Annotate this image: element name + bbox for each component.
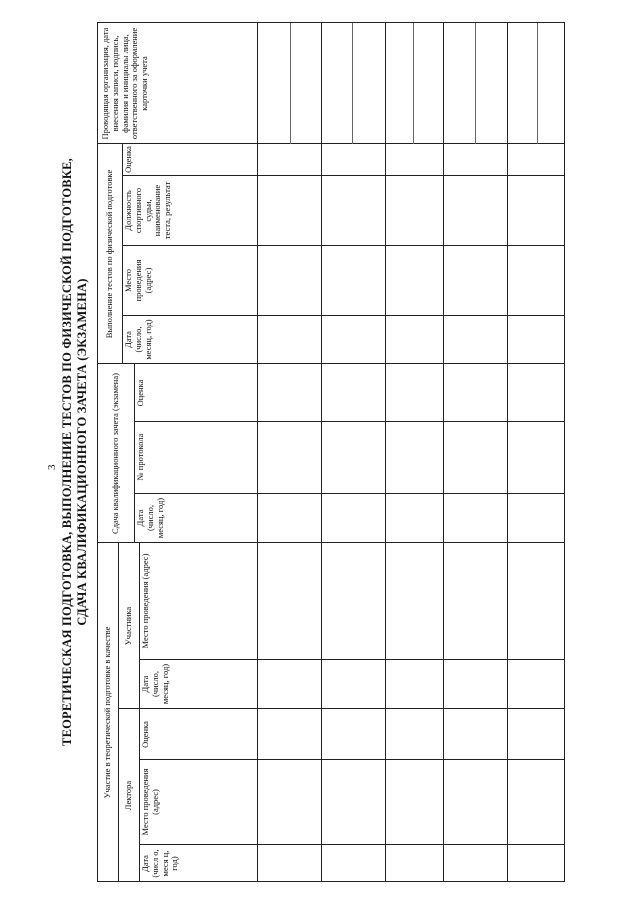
header-lecturer-date: Дата (числ о, меся ц, год) [140, 849, 180, 878]
row-line [321, 22, 322, 882]
header-tests-place: Место проведения (адрес) [123, 259, 153, 302]
header-exam-group: Сдача квалификационного зачета (экзамена) [109, 373, 120, 534]
table-border-left [97, 881, 565, 882]
header-exam-protocol: № протокола [135, 433, 145, 481]
col-line [122, 245, 565, 246]
header-lecturer-grade: Оценка [140, 721, 150, 748]
header-participant: Участника [122, 606, 133, 646]
record-table [97, 22, 565, 882]
row-line-light [413, 23, 414, 144]
col-line [97, 143, 565, 144]
header-lecturer: Лектора [122, 780, 133, 811]
table-border-right [97, 22, 565, 23]
col-line [122, 175, 565, 176]
row-line-light [352, 23, 353, 144]
col-line [97, 363, 565, 364]
title-line-2: СДАЧА КВАЛИФИКАЦИОННОГО ЗАЧЕТА (ЭКЗАМЕНА) [75, 278, 89, 626]
header-tests-date: Дата (число, месяц, год) [123, 319, 153, 360]
header-exam-date: Дата (число, месяц, год) [135, 497, 165, 539]
header-tests-grade: Оценка [123, 146, 133, 173]
col-line [134, 493, 565, 494]
row-line [385, 22, 386, 882]
header-participant-place: Место проведения (адрес) [140, 553, 150, 649]
col-line [139, 759, 565, 760]
col-line [97, 542, 565, 543]
col-line [139, 659, 565, 660]
col-line [122, 315, 565, 316]
title-line-1: ТЕОРЕТИЧЕСКАЯ ПОДГОТОВКА, ВЫПОЛНЕНИЕ ТЕСТОВ ПО ФИЗИЧЕСКОЙ ПОДГОТОВКЕ, [60, 158, 74, 746]
col-line [134, 421, 565, 422]
header-lecturer-place: Место проведения (адрес) [140, 768, 160, 836]
header-participant-date: Дата (число, месяц, год) [140, 663, 170, 705]
row-line-light [475, 23, 476, 144]
header-tests-judge: Должность спортивного судьи, наименование теста, результат [123, 181, 173, 240]
col-line [118, 708, 565, 709]
header-tests-group: Выполнение тестов по физической подготовке [103, 169, 114, 339]
row-line-light [537, 23, 538, 144]
row-line [507, 22, 508, 882]
table-border-bottom [564, 22, 565, 882]
col-line [139, 844, 565, 845]
page-number: 3 [46, 464, 58, 470]
header-organization: Проводящая организация, дата внесения записи, подпись, фамилия и инициалы лица, ответственного за оформление карточки учета [100, 27, 150, 140]
header-exam-grade: Оценка [135, 379, 145, 407]
row-line-light [290, 23, 291, 144]
header-theory-group: Участие в теоретической подготовке в качестве [101, 626, 112, 799]
row-line [443, 22, 444, 882]
rotated-form [45, 22, 565, 882]
